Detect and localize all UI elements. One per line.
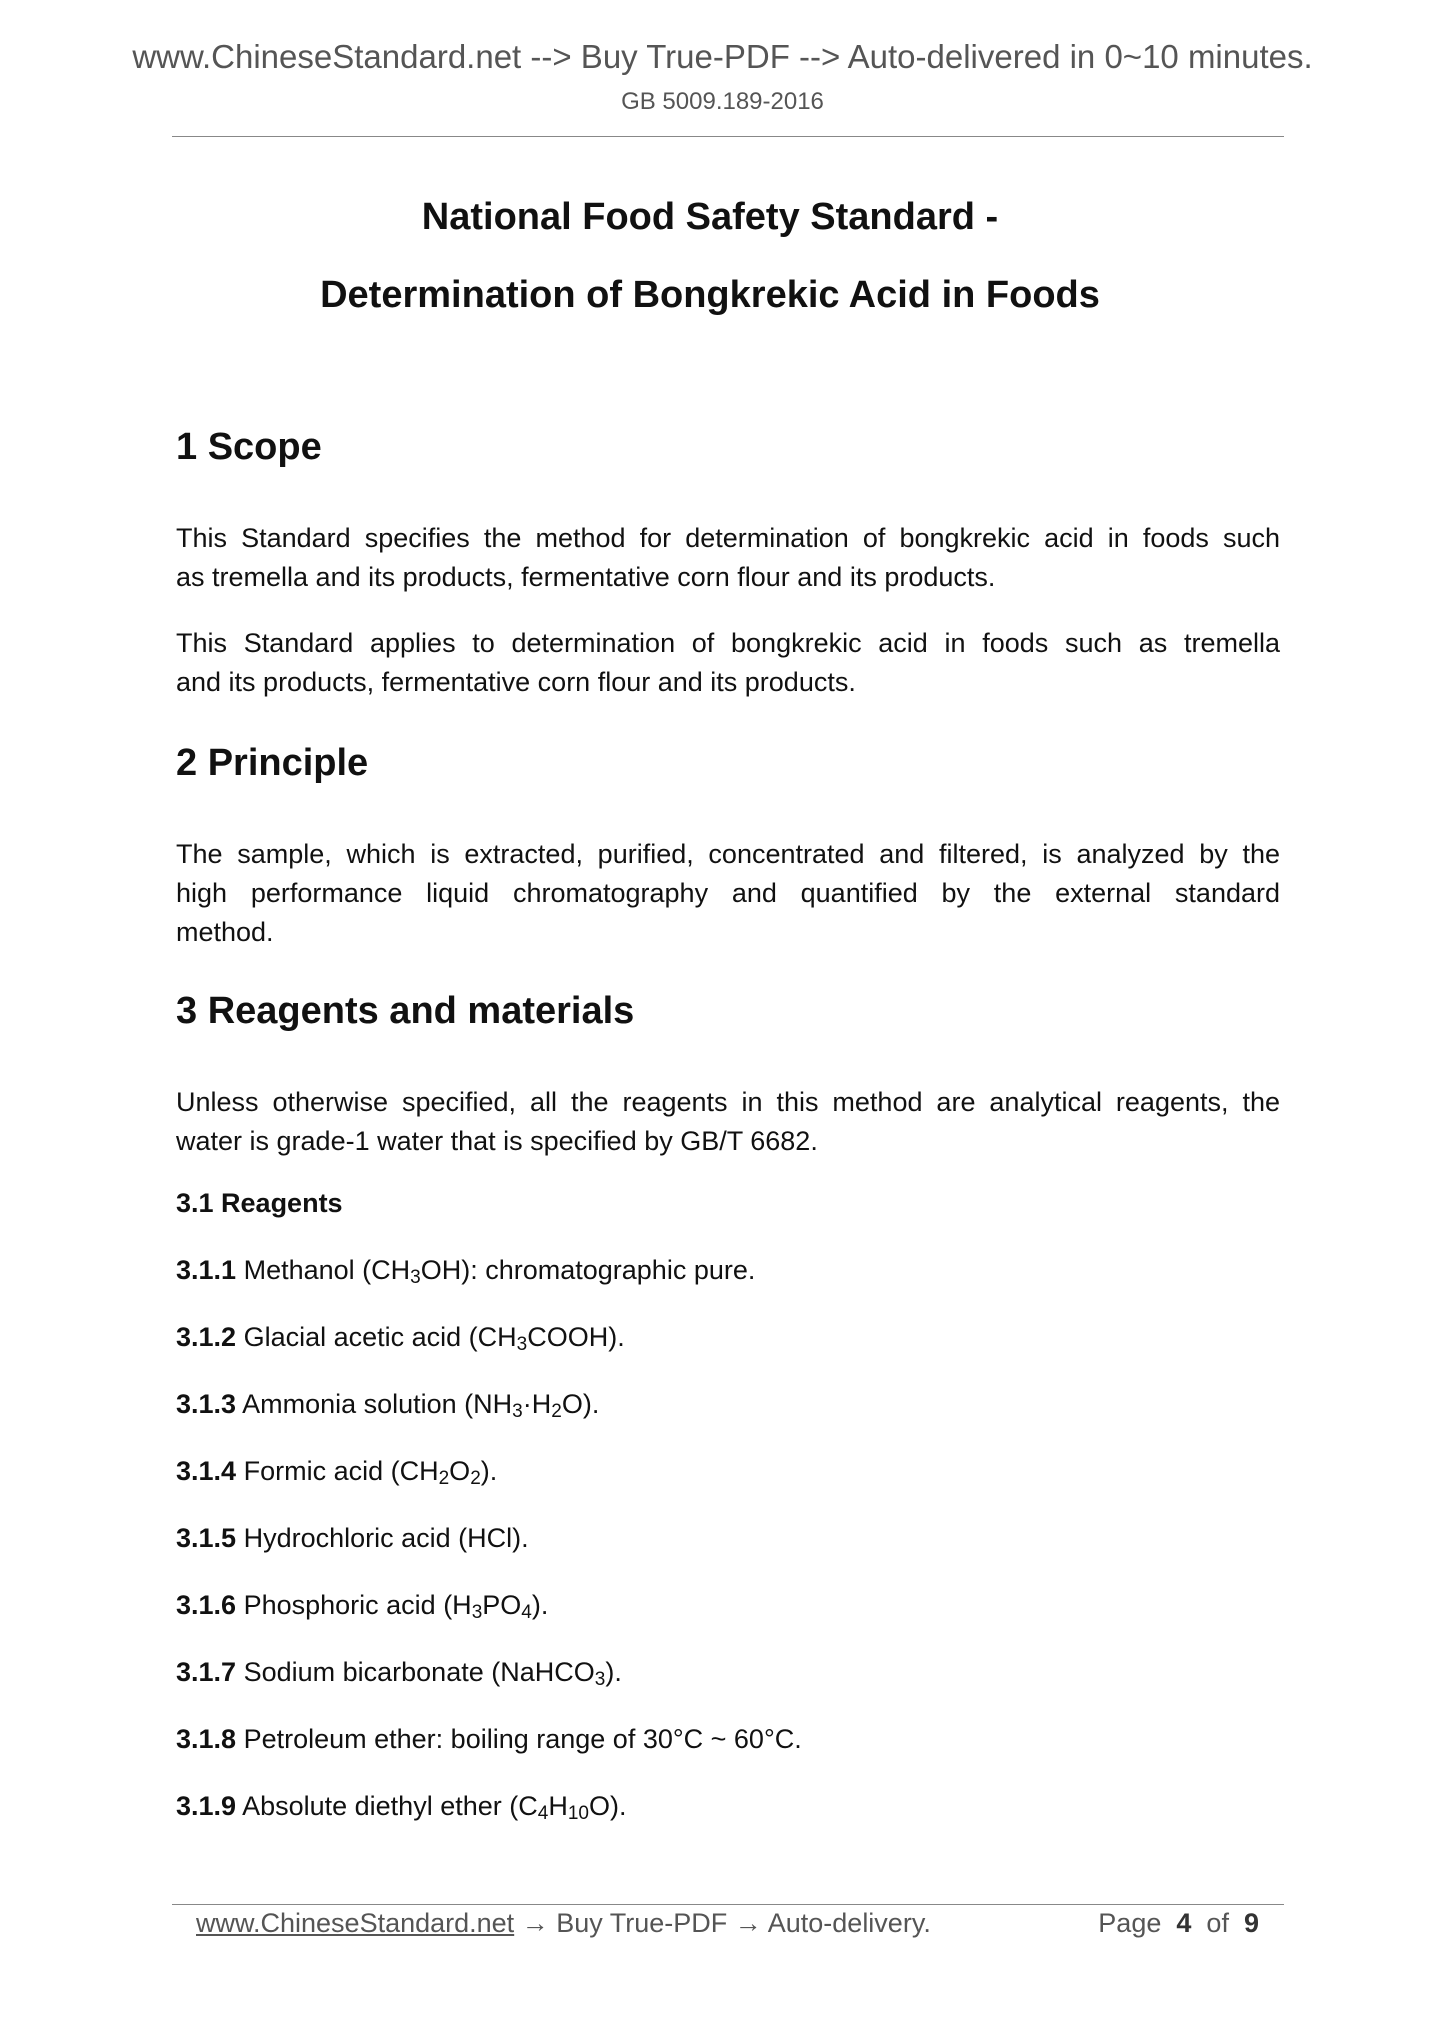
- reagent-item: [176, 1724, 802, 1755]
- reagent-number: 3.1.9: [176, 1791, 237, 1821]
- reagent-item: [176, 1791, 626, 1822]
- subscript: 4: [537, 1803, 549, 1824]
- reagent-item: [176, 1389, 599, 1420]
- reagent-item: [176, 1322, 625, 1353]
- reagent-item: [176, 1657, 622, 1688]
- reagent-text: O).: [561, 1389, 600, 1419]
- reagents-line1: Unless otherwise specified, all the reagents in this method are analytical reagents, the: [176, 1087, 1280, 1117]
- reagent-text: COOH).: [527, 1322, 625, 1352]
- header-doc-code: GB 5009.189-2016: [621, 88, 824, 115]
- reagents-paragraph: [176, 1083, 1280, 1161]
- footer-text: [196, 1908, 931, 1939]
- reagents-line2: water is grade-1 water that is specified by GB/T 6682.: [176, 1126, 818, 1156]
- reagent-text: ).: [531, 1590, 549, 1620]
- page-label: Page: [1098, 1908, 1162, 1938]
- reagent-text: ).: [605, 1657, 622, 1687]
- reagent-text: H: [548, 1791, 568, 1821]
- subscript: 2: [470, 1468, 481, 1489]
- subscript: 2: [551, 1401, 562, 1422]
- subscript: 10: [567, 1803, 589, 1824]
- reagent-text: Methanol (CH: [243, 1255, 411, 1285]
- reagent-number: 3.1.5: [176, 1523, 237, 1553]
- subsection-heading-reagents: 3.1 Reagents: [176, 1188, 343, 1218]
- document-title-line1: National Food Safety Standard -: [421, 196, 999, 238]
- subscript: 3: [471, 1602, 483, 1623]
- scope-p1-line1: This Standard specifies the method for determination of bongkrekic acid in foods such: [176, 523, 1280, 553]
- reagent-item: [176, 1456, 497, 1487]
- section-heading-scope: 1 Scope: [176, 426, 322, 468]
- reagent-number: 3.1.3: [176, 1389, 237, 1419]
- reagent-text: OH): chromatographic pure.: [420, 1255, 756, 1285]
- reagent-text: Ammonia solution (NH: [242, 1389, 513, 1419]
- of-label: of: [1206, 1908, 1229, 1938]
- reagent-text: Petroleum ether: boiling range of 30°C ~ 60°C.: [243, 1724, 802, 1754]
- reagent-number: 3.1.2: [176, 1322, 237, 1352]
- header-divider: [172, 136, 1284, 137]
- section-heading-principle: 2 Principle: [176, 742, 369, 784]
- principle-line2: high performance liquid chromatography and quantified by the external standard: [176, 878, 1280, 908]
- reagent-item: [176, 1523, 529, 1554]
- reagent-number: 3.1.4: [176, 1456, 237, 1486]
- reagent-item: [176, 1590, 548, 1621]
- footer-rest: → Buy True-PDF → Auto-delivery.: [514, 1908, 931, 1938]
- reagent-text: ).: [480, 1456, 498, 1486]
- subscript: 4: [521, 1602, 532, 1623]
- scope-paragraph-2: [176, 624, 1280, 702]
- principle-paragraph: [176, 835, 1280, 952]
- reagent-number: 3.1.6: [176, 1590, 237, 1620]
- reagent-text: O: [449, 1456, 471, 1486]
- section-heading-reagents: 3 Reagents and materials: [176, 990, 635, 1032]
- scope-p2-line2: and its products, fermentative corn flour and its products.: [176, 667, 856, 697]
- reagent-text: O).: [588, 1791, 627, 1821]
- reagent-item: [176, 1255, 755, 1286]
- principle-line1: The sample, which is extracted, purified, concentrated and filtered, is analyzed by the: [176, 839, 1280, 869]
- principle-line3: method.: [176, 917, 274, 947]
- page-indicator: [1098, 1908, 1259, 1939]
- reagent-text: Phosphoric acid (H: [243, 1590, 472, 1620]
- reagent-text: Hydrochloric acid (HCl).: [243, 1523, 529, 1553]
- subscript: 3: [512, 1401, 523, 1422]
- reagent-text: Formic acid (CH: [243, 1456, 439, 1486]
- page-total: 9: [1243, 1908, 1259, 1938]
- scope-p1-line2: as tremella and its products, fermentative corn flour and its products.: [176, 562, 996, 592]
- footer-divider: [172, 1904, 1284, 1905]
- subscript: 3: [516, 1334, 528, 1355]
- footer-link[interactable]: www.ChineseStandard.net: [196, 1908, 515, 1938]
- reagent-text: PO: [482, 1590, 522, 1620]
- page-number: 4: [1176, 1908, 1192, 1938]
- document-title-line2: Determination of Bongkrekic Acid in Foods: [320, 274, 1100, 316]
- reagent-number: 3.1.1: [176, 1255, 237, 1285]
- reagent-text: ·H: [522, 1389, 552, 1419]
- header-banner: www.ChineseStandard.net --> Buy True-PDF --> Auto-delivered in 0~10 minutes.: [132, 38, 1313, 75]
- subscript: 2: [438, 1468, 450, 1489]
- scope-paragraph-1: [176, 519, 1280, 597]
- reagent-number: 3.1.7: [176, 1657, 237, 1687]
- subscript: 3: [594, 1669, 606, 1690]
- reagent-number: 3.1.8: [176, 1724, 237, 1754]
- reagent-text: Absolute diethyl ether (C: [242, 1791, 538, 1821]
- reagent-text: Glacial acetic acid (CH: [243, 1322, 517, 1352]
- scope-p2-line1: This Standard applies to determination of bongkrekic acid in foods such as tremella: [176, 628, 1280, 658]
- reagent-text: Sodium bicarbonate (NaHCO: [243, 1657, 595, 1687]
- subscript: 3: [410, 1267, 421, 1288]
